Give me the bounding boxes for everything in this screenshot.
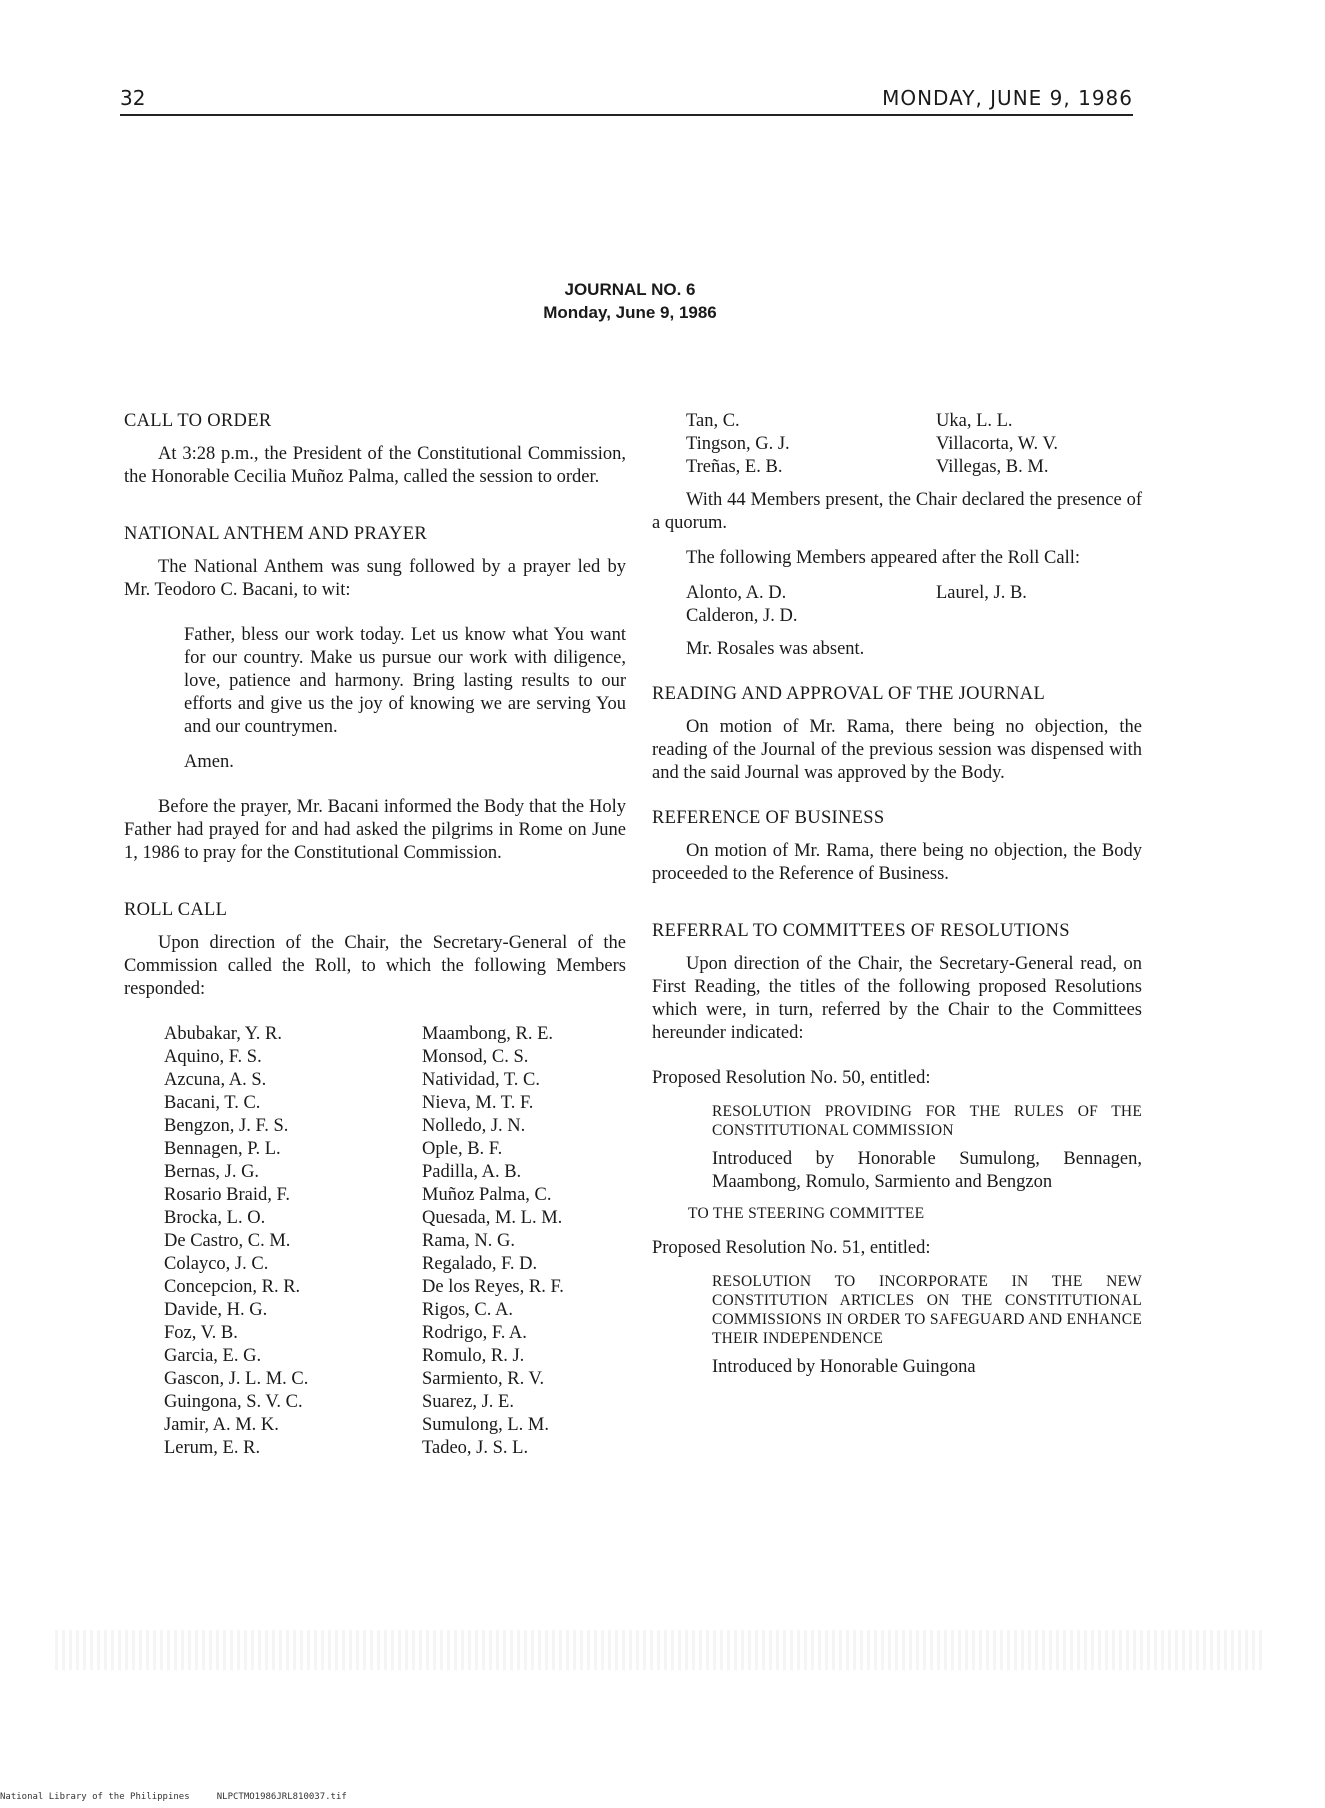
journal-approval-heading: READING AND APPROVAL OF THE JOURNAL <box>652 684 1046 704</box>
member-name: Abubakar, Y. R. <box>164 1024 282 1044</box>
page-date: MONDAY, JUNE 9, 1986 <box>882 86 1133 110</box>
resolution-title: RESOLUTION TO INCORPORATE IN THE NEW CONSTITUTION ARTICLES ON THE CONSTITUTIONAL COMMISSIONS IN ORDER TO SAFEGUARD AND ENHANCE THEIR INDEPENDENCE <box>712 1273 1142 1347</box>
member-name: De los Reyes, R. F. <box>422 1277 564 1297</box>
member-name: Rama, N. G. <box>422 1231 515 1251</box>
members-list-right-b <box>936 410 1176 479</box>
member-name: Regalado, F. D. <box>422 1254 538 1274</box>
footer <box>0 1792 347 1802</box>
member-name: Bernas, J. G. <box>164 1162 260 1182</box>
right-column <box>652 410 1142 1387</box>
members-list-left <box>164 1023 422 1460</box>
anthem-heading: NATIONAL ANTHEM AND PRAYER <box>124 524 427 544</box>
anthem-intro: The National Anthem was sung followed by a prayer led by Mr. Teodoro C. Bacani, to wit: <box>124 557 626 600</box>
appeared-list-a <box>686 582 936 628</box>
member-name: Tingson, G. J. <box>686 434 790 454</box>
journal-title <box>0 278 1260 324</box>
member-name: Uka, L. L. <box>936 411 1013 431</box>
left-column <box>124 410 626 1460</box>
member-name: Bengzon, J. F. S. <box>164 1116 289 1136</box>
members-list-middle <box>422 1023 662 1460</box>
member-name: Rigos, C. A. <box>422 1300 513 1320</box>
members-continued <box>686 410 1142 479</box>
member-name: Alonto, A. D. <box>686 583 787 603</box>
member-name: Ople, B. F. <box>422 1139 503 1159</box>
referral-heading: REFERRAL TO COMMITTEES OF RESOLUTIONS <box>652 921 1070 941</box>
member-name: Monsod, C. S. <box>422 1047 529 1067</box>
prayer-text: Father, bless our work today. Let us know what You want for our country. Make us pursue our work with diligence, love, patience and harmony. Bring lasting results to our efforts and give us the joy of knowing we are serving You and our countrymen. <box>184 625 626 737</box>
member-name: Bennagen, P. L. <box>164 1139 281 1159</box>
appeared-list-b <box>936 582 1176 628</box>
member-name: De Castro, C. M. <box>164 1231 291 1251</box>
appeared-members <box>686 582 1142 628</box>
member-name: Gascon, J. L. M. C. <box>164 1369 309 1389</box>
resolution-introduced: Introduced by Honorable Sumulong, Bennagen, Maambong, Romulo, Sarmiento and Bengzon <box>712 1149 1142 1192</box>
member-name: Treñas, E. B. <box>686 457 783 477</box>
member-name: Villegas, B. M. <box>936 457 1049 477</box>
member-name: Natividad, T. C. <box>422 1070 541 1090</box>
member-name: Muñoz Palma, C. <box>422 1185 552 1205</box>
roll-call-heading: ROLL CALL <box>124 900 228 920</box>
member-name: Villacorta, W. V. <box>936 434 1059 454</box>
journal-number: JOURNAL NO. 6 <box>564 280 696 299</box>
reference-business-heading: REFERENCE OF BUSINESS <box>652 808 885 828</box>
member-name: Bacani, T. C. <box>164 1093 261 1113</box>
member-name: Romulo, R. J. <box>422 1346 525 1366</box>
member-name: Tan, C. <box>686 411 740 431</box>
member-name: Garcia, E. G. <box>164 1346 262 1366</box>
referral-text: Upon direction of the Chair, the Secretary-General read, on First Reading, the titles of the following proposed Resolutions which were, in turn, referred by the Chair to the Committees hereunder indicated: <box>652 954 1142 1043</box>
absent-text: Mr. Rosales was absent. <box>686 639 865 659</box>
header-rule <box>120 114 1133 116</box>
footer-library: National Library of the Philippines <box>0 1792 190 1802</box>
resolution-label: Proposed Resolution No. 50, entitled: <box>652 1068 931 1088</box>
footer-file: NLPCTMO1986JRL810037.tif <box>216 1792 347 1802</box>
member-name: Rosario Braid, F. <box>164 1185 290 1205</box>
member-name: Rodrigo, F. A. <box>422 1323 527 1343</box>
prayer-amen: Amen. <box>184 752 234 772</box>
member-name: Maambong, R. E. <box>422 1024 554 1044</box>
member-name: Lerum, E. R. <box>164 1438 261 1458</box>
resolution-introduced: Introduced by Honorable Guingona <box>712 1357 976 1377</box>
call-to-order-text: At 3:28 p.m., the President of the Constitutional Commission, the Honorable Cecilia Muñoz Palma, called the session to order. <box>124 444 626 487</box>
member-name: Padilla, A. B. <box>422 1162 522 1182</box>
member-name: Nolledo, J. N. <box>422 1116 526 1136</box>
member-name: Colayco, J. C. <box>164 1254 269 1274</box>
page-number: 32 <box>120 86 146 110</box>
member-name: Jamir, A. M. K. <box>164 1415 279 1435</box>
members-list-right-a <box>686 410 936 479</box>
member-name: Suarez, J. E. <box>422 1392 514 1412</box>
member-name: Sumulong, L. M. <box>422 1415 549 1435</box>
roll-call-members <box>164 1023 626 1460</box>
member-name: Calderon, J. D. <box>686 606 798 626</box>
member-name: Tadeo, J. S. L. <box>422 1438 529 1458</box>
prayer-note: Before the prayer, Mr. Bacani informed the Body that the Holy Father had prayed for and had asked the pilgrims in Rome on June 1, 1986 to pray for the Constitutional Commission. <box>124 797 626 863</box>
member-name: Azcuna, A. S. <box>164 1070 267 1090</box>
journal-date: Monday, June 9, 1986 <box>543 303 717 322</box>
member-name: Concepcion, R. R. <box>164 1277 301 1297</box>
member-name: Guingona, S. V. C. <box>164 1392 303 1412</box>
journal-approval-text: On motion of Mr. Rama, there being no objection, the reading of the Journal of the previous session was dispensed with and the said Journal was approved by the Body. <box>652 717 1142 783</box>
member-name: Brocka, L. O. <box>164 1208 266 1228</box>
member-name: Nieva, M. T. F. <box>422 1093 534 1113</box>
resolution-label: Proposed Resolution No. 51, entitled: <box>652 1238 931 1258</box>
member-name: Sarmiento, R. V. <box>422 1369 545 1389</box>
member-name: Quesada, M. L. M. <box>422 1208 563 1228</box>
appeared-intro: The following Members appeared after the Roll Call: <box>686 548 1081 568</box>
member-name: Foz, V. B. <box>164 1323 238 1343</box>
reference-business-text: On motion of Mr. Rama, there being no objection, the Body proceeded to the Reference of Business. <box>652 841 1142 884</box>
member-name: Davide, H. G. <box>164 1300 268 1320</box>
roll-call-intro: Upon direction of the Chair, the Secretary-General of the Commission called the Roll, to which the following Members responded: <box>124 933 626 999</box>
member-name: Laurel, J. B. <box>936 583 1027 603</box>
member-name: Aquino, F. S. <box>164 1047 262 1067</box>
resolution-title: RESOLUTION PROVIDING FOR THE RULES OF THE CONSTITUTIONAL COMMISSION <box>712 1103 1142 1139</box>
resolution-committee: TO THE STEERING COMMITTEE <box>688 1205 925 1222</box>
call-to-order-heading: CALL TO ORDER <box>124 411 272 431</box>
quorum-text: With 44 Members present, the Chair declared the presence of a quorum. <box>652 490 1142 533</box>
scan-noise-band <box>55 1630 1265 1670</box>
